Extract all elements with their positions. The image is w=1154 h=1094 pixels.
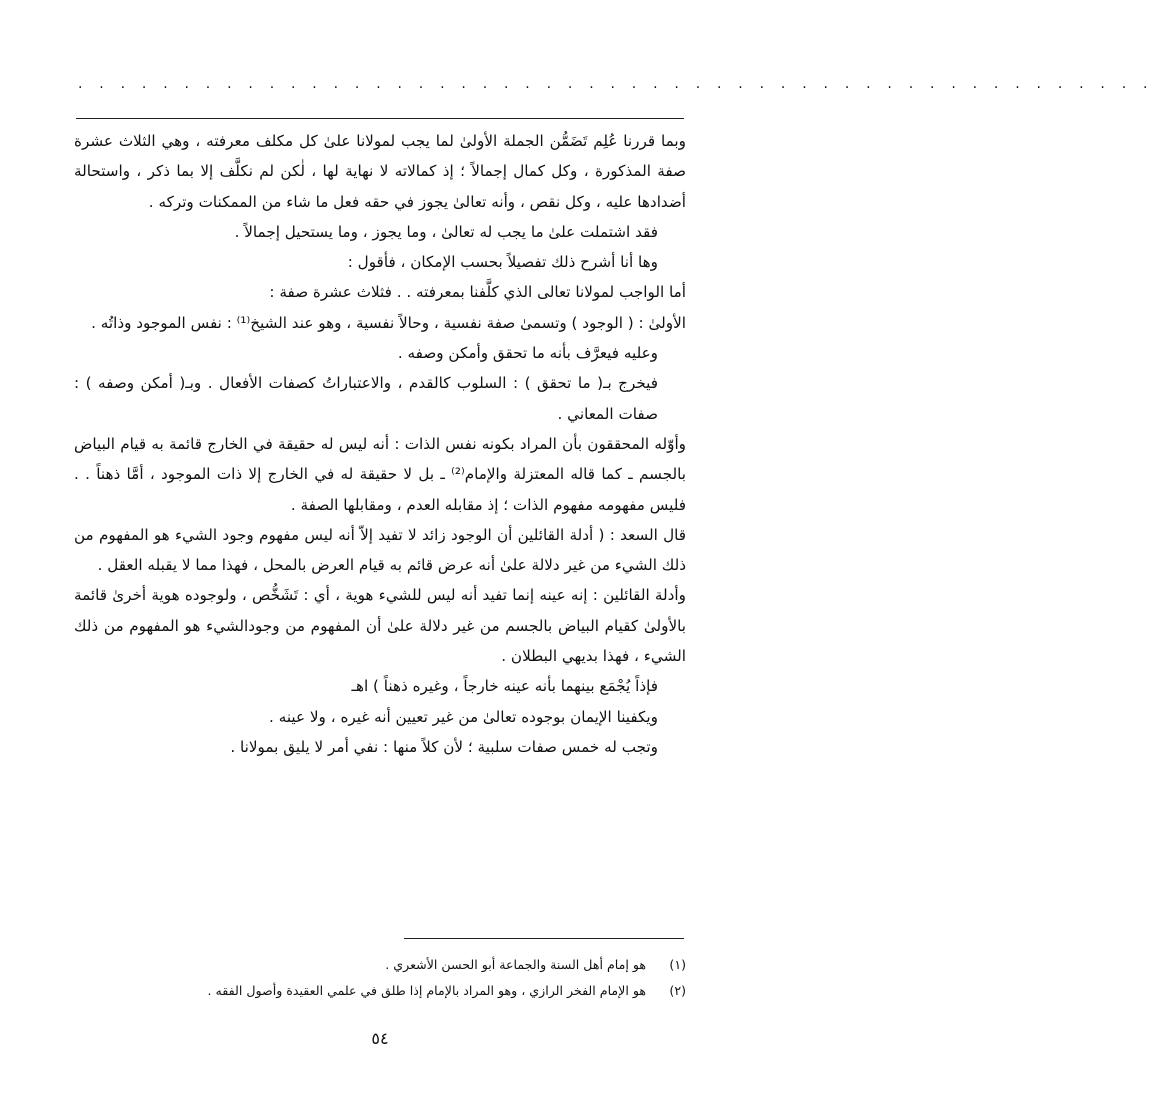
paragraph: فإذاً يُجْمَع بينهما بأنه عينه خارجاً ، وغيره ذهناً ) اهـ — [351, 677, 658, 696]
footnote — [74, 978, 686, 1004]
main-text — [74, 126, 686, 762]
paragraph: وبما قررنا عُلِم تَضَمُّن الجملة الأولىٰ لما يجب لمولانا علىٰ كل مكلف معرفته ، وهي الثلاث عشرة صفة المذكورة ، وكل كمال إجمالاً ؛ إذ كمالاته لا نهاية لها ، لٰكن لم نكلَّف إلا بما ذكر ، واستحالة أضدادها عليه ، وكل نقص ، وأنه تعالىٰ يجوز في حقه فعل ما شاء من الممكنات وتركه . — [74, 132, 686, 211]
paragraph: أما الواجب لمولانا تعالى الذي كلَّفنا بمعرفته . . فثلاث عشرة صفة : — [269, 283, 686, 302]
paragraph: وأدلة القائلين : إنه عينه إنما تفيد أنه ليس للشيء هوية ، أي : تَشَخُّص ، ولوجوده هوية أخرىٰ قائمة بالأولىٰ كقيام البياض بالجسم من غير دلالة علىٰ أن المفهوم من وجودالشيء هو المفهوم من ذلك الشيء ، فهذا بديهي البطلان . — [74, 586, 686, 666]
footnotes — [74, 952, 686, 1004]
paragraph: فقد اشتملت علىٰ ما يجب له تعالىٰ ، وما يجوز ، وما يستحيل إجمالاً . — [234, 222, 658, 241]
footnote — [74, 952, 686, 978]
paragraph: الأولىٰ : ( الوجود ) وتسمىٰ صفة نفسية ، وحالاً نفسية ، وهو عند الشيخ⁽¹⁾ : نفس الموجود وذاتُه . — [91, 313, 686, 332]
paragraph: فيخرج بـ( ما تحقق ) : السلوب كالقدم ، والاعتباراتُ كصفات الأفعال . وبـ( أمكن وصفه ) : صفات المعاني . — [74, 374, 658, 423]
footnote-text: هو إمام أهل السنة والجماعة أبو الحسن الأشعري . — [385, 957, 646, 972]
footnote-number: (٢) — [669, 983, 686, 998]
paragraph: وأوّله المحققون بأن المراد بكونه نفس الذات : أنه ليس له حقيقة في الخارج قائمة به قيام البياض بالجسم ـ كما قاله المعتزلة والإمام⁽²⁾ ـ بل لا حقيقة له في الخارج إلا ذات الموجود ، أمَّا ذهناً . . فليس مفهومه مفهوم الذات ؛ إذ مقابله العدم ، ومقابلها الصفة . — [74, 434, 686, 514]
footnote-number: (١) — [669, 957, 686, 972]
footnote-rule — [404, 938, 684, 939]
paragraph: قال السعد : ( أدلة القائلين أن الوجود زائد لا تفيد إلاّ أنه ليس مفهوم وجود الشيء هو المفهوم من ذلك الشيء من غير دلالة علىٰ أنه عرض قائم به قيام العرض بالمحل ، فهذا مما لا يقبله العقل . — [74, 525, 686, 575]
paragraph: وتجب له خمس صفات سلبية ؛ لأن كلاً منها : نفي أمر لا يليق بمولانا . — [230, 737, 658, 756]
header-dotted-line: . . . . . . . . . . . . . . . . . . . . . . . . . . . . . . . . . . . . . . . . . . . . . . . . . . . — [78, 76, 1154, 92]
page-number: ٥٤ — [371, 1029, 389, 1048]
header-rule — [76, 118, 684, 119]
paragraph: وعليه فيعرَّف بأنه ما تحقق وأمكن وصفه . — [397, 344, 658, 363]
paragraph: وها أنا أشرح ذلك تفصيلاً بحسب الإمكان ، فأقول : — [347, 253, 658, 272]
paragraph: ويكفينا الإيمان بوجوده تعالىٰ من غير تعيين أنه غيره ، ولا عينه . — [269, 707, 658, 726]
footnote-text: هو الإمام الفخر الرازي ، وهو المراد بالإمام إذا طلق في علمي العقيدة وأصول الفقه . — [207, 983, 646, 998]
